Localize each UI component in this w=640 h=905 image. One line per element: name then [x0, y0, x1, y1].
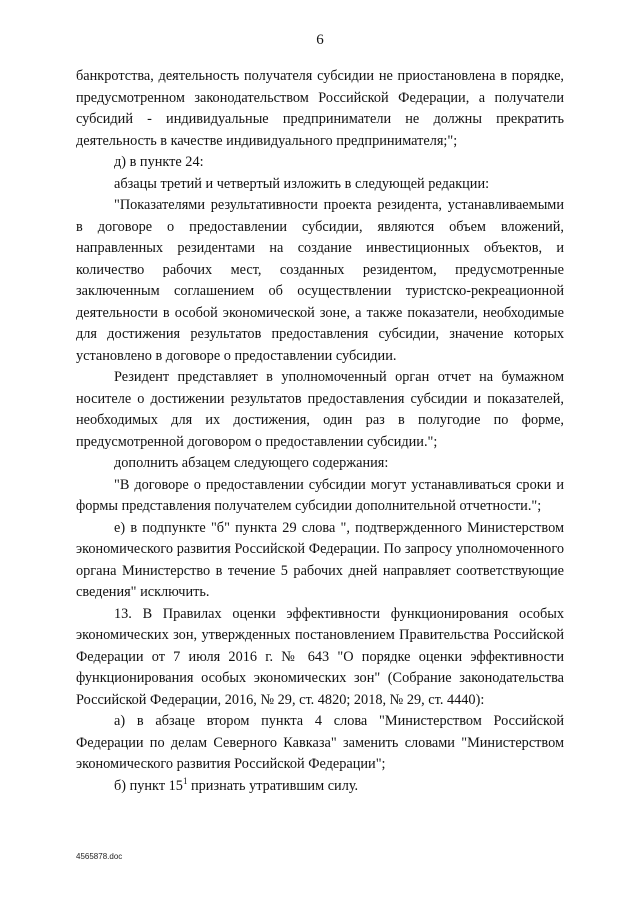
paragraph-last-text-end: признать утратившим силу.: [187, 777, 359, 794]
paragraph-last-text: б) пункт 15: [114, 777, 183, 794]
paragraph: дополнить абзацем следующего содержания:: [114, 455, 389, 471]
paragraph: "Показателями результативности проекта резидента, устанавливаемыми в договоре о предоставлении субсидии, являются объем вложений, направленных резидентами на создание инвестиционных объектов, и количество рабочих мест, созданных резидентом, предусмотренные заключенным соглашением об осуществлении туристско-рекреационной деятельности в особой экономической зоне, а также показатели, необходимые для достижения результатов предоставления субсидии, значение которых установлено в договоре о предоставлении субсидии.: [76, 197, 564, 364]
paragraph: банкротства, деятельность получателя субсидии не приостановлена в порядке, предусмотренном законодательством Российской Федерации, а получатели субсидий - индивидуальные предприниматели не должны прекратить деятельность в качестве индивидуального предпринимателя;";: [76, 68, 564, 149]
paragraph-last: [76, 776, 564, 798]
paragraph: "В договоре о предоставлении субсидии могут устанавливаться сроки и формы представления получателем субсидии дополнительной отчетности.";: [76, 476, 564, 514]
paragraph: 13. В Правилах оценки эффективности функционирования особых экономических зон, утвержденных постановлением Правительства Российской Федерации от 7 июля 2016 г. № 643 "О порядке оценки эффективности функционирования особых экономических зон" (Собрание законодательства Российской Федерации, 2016, № 29, ст. 4820; 2018, № 29, ст. 4440):: [76, 605, 564, 708]
paragraph: а) в абзаце втором пункта 4 слова "Министерством Российской Федерации по делам Северного Кавказа" заменить словами "Министерством экономического развития Российской Федерации";: [76, 713, 564, 772]
paragraph: абзацы третий и четвертый изложить в следующей редакции:: [114, 175, 490, 192]
paragraph: е) в подпункте "б" пункта 29 слова ", подтвержденного Министерством экономического развития Российской Федерации. По запросу уполномоченного органа Министерство в течение 5 рабочих дней направляет соответствующие сведения" исключить.: [76, 519, 564, 600]
document-body: [76, 66, 564, 797]
page-number: 6: [316, 32, 324, 48]
superscript: 1: [182, 775, 188, 786]
paragraph: д) в пункте 24:: [114, 154, 204, 170]
footer-filename: 4565878.doc: [76, 852, 123, 861]
paragraph: Резидент представляет в уполномоченный орган отчет на бумажном носителе о достижении результатов предоставления субсидии и показателей, необходимых для их достижения, один раз в полугодие по форме, предусмотренной договором о предоставлении субсидии.";: [76, 369, 564, 450]
